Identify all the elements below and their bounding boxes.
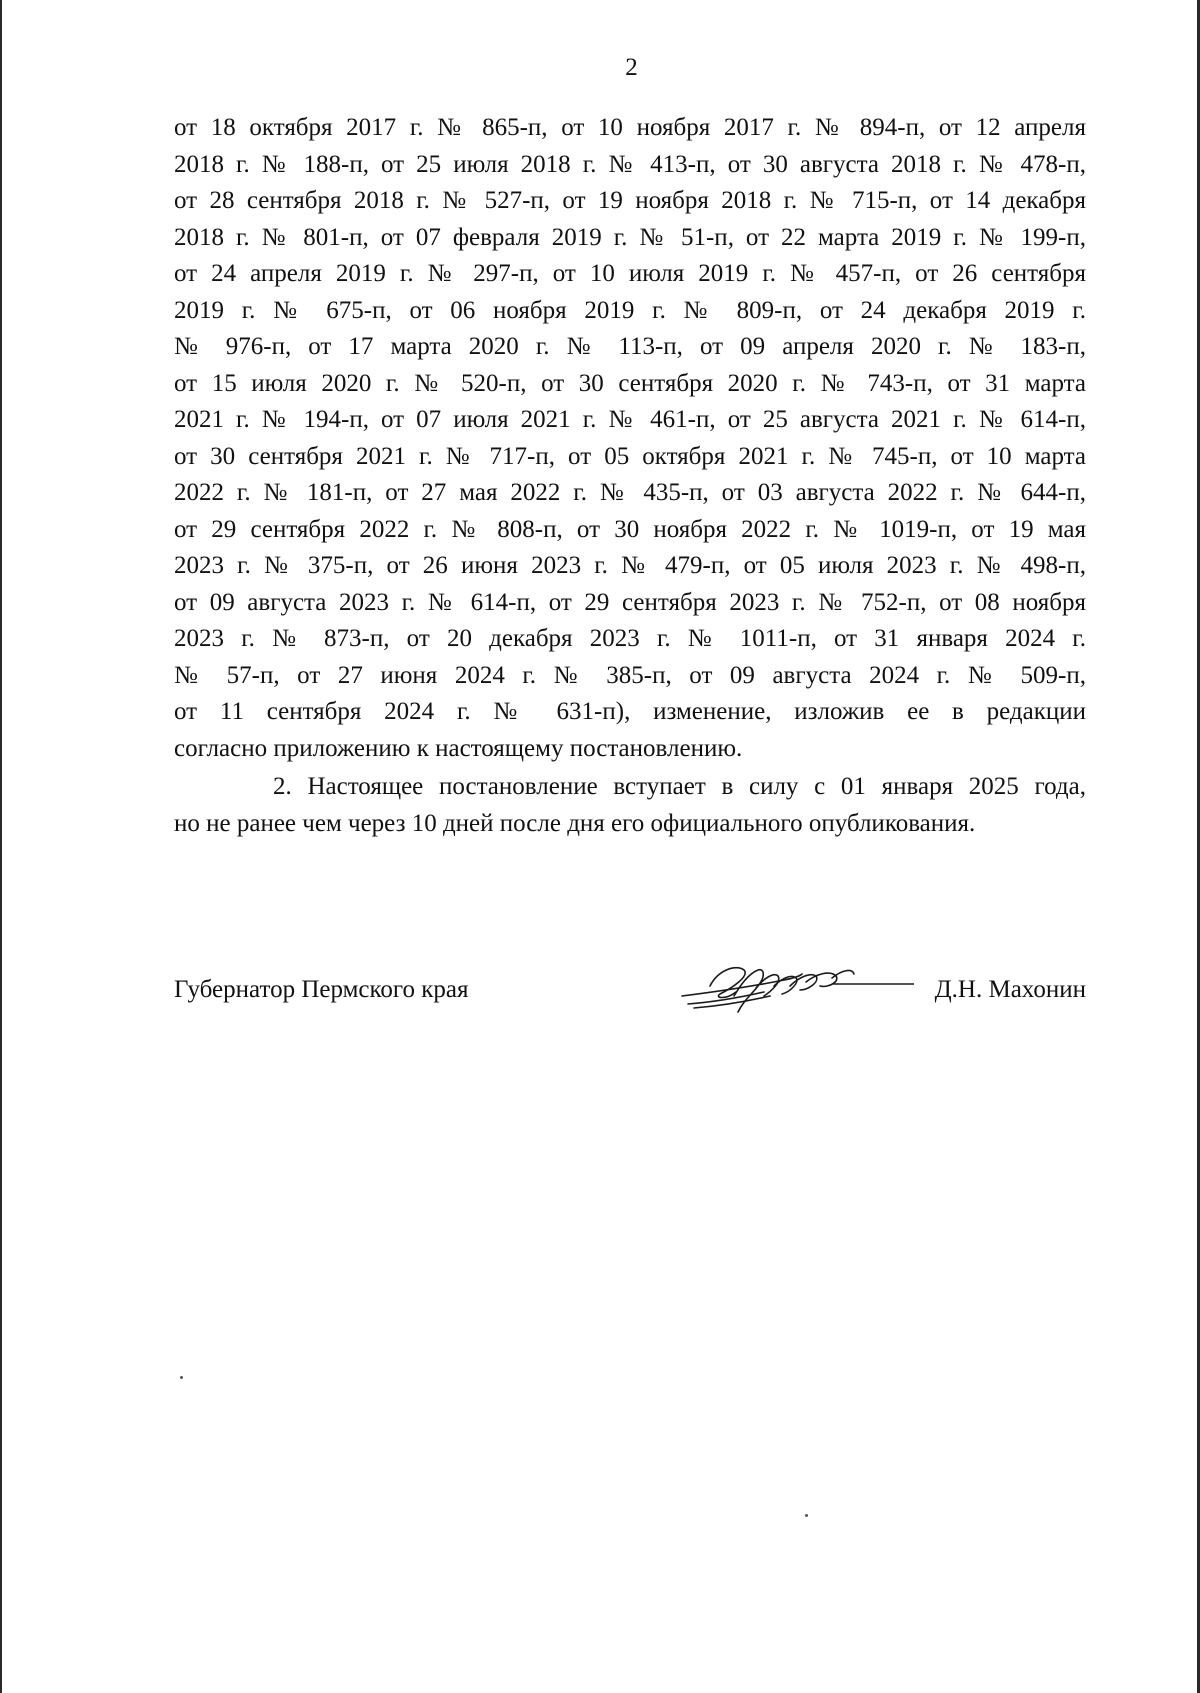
text-line: от 30 сентября 2021 г. № 717-п, от 05 октября 2021 г. № 745-п, от 10 марта: [174, 442, 1086, 470]
document-body: [174, 110, 1086, 842]
paragraph-amendments-list: [174, 110, 1086, 767]
signer-position-title: Губернатор Пермского края: [174, 976, 469, 1003]
text-line: но не ранее чем через 10 дней после дня его официального опубликования.: [174, 809, 976, 837]
text-line: от 28 сентября 2018 г. № 527-п, от 19 ноября 2018 г. № 715-п, от 14 декабря: [174, 187, 1086, 214]
scan-speck: [805, 1514, 808, 1517]
text-line: № 57-п, от 27 июня 2024 г. № 385-п, от 09 августа 2024 г. № 509-п,: [174, 661, 1086, 689]
text-line: от 24 апреля 2019 г. № 297-п, от 10 июля 2019 г. № 457-п, от 26 сентября: [174, 260, 1086, 287]
text-line: 2023 г. № 375-п, от 26 июня 2023 г. № 479-п, от 05 июля 2023 г. № 498-п,: [174, 552, 1086, 579]
scan-left-edge: [0, 0, 2, 1693]
text-line: 2. Настоящее постановление вступает в силу с 01 января 2025 года,: [273, 773, 1086, 800]
paragraph-effective-date: [174, 769, 1086, 842]
text-line: 2021 г. № 194-п, от 07 июля 2021 г. № 461-п, от 25 августа 2021 г. № 614-п,: [174, 406, 1086, 433]
text-line: от 18 октября 2017 г. № 865-п, от 10 ноября 2017 г. № 894-п, от 12 апреля: [174, 114, 1086, 141]
text-line: 2018 г. № 801-п, от 07 февраля 2019 г. № 51-п, от 22 марта 2019 г. № 199-п,: [174, 223, 1086, 251]
text-line: 2018 г. № 188-п, от 25 июля 2018 г. № 413-п, от 30 августа 2018 г. № 478-п,: [174, 150, 1086, 178]
signature-block: [174, 972, 1086, 1032]
text-line: от 09 августа 2023 г. № 614-п, от 29 сентября 2023 г. № 752-п, от 08 ноября: [174, 588, 1086, 616]
scan-speck: [180, 1376, 183, 1379]
page-number: 2: [625, 54, 638, 81]
text-line: от 11 сентября 2024 г. № 631-п), изменение, изложив ее в редакции: [174, 698, 1086, 725]
handwritten-signature: [674, 956, 914, 1026]
text-line: 2023 г. № 873-п, от 20 декабря 2023 г. № 1011-п, от 31 января 2024 г.: [174, 625, 1086, 652]
text-line: от 15 июля 2020 г. № 520-п, от 30 сентября 2020 г. № 743-п, от 31 марта: [174, 369, 1086, 397]
signer-name: Д.Н. Махонин: [934, 976, 1086, 1003]
text-line: 2022 г. № 181-п, от 27 мая 2022 г. № 435-п, от 03 августа 2022 г. № 644-п,: [174, 479, 1086, 506]
text-line: от 29 сентября 2022 г. № 808-п, от 30 ноября 2022 г. № 1019-п, от 19 мая: [174, 515, 1086, 543]
text-line: 2019 г. № 675-п, от 06 ноября 2019 г. № 809-п, от 24 декабря 2019 г.: [174, 296, 1086, 324]
text-line: № 976-п, от 17 марта 2020 г. № 113-п, от 09 апреля 2020 г. № 183-п,: [174, 333, 1086, 360]
text-line: согласно приложению к настоящему постановлению.: [174, 734, 743, 762]
